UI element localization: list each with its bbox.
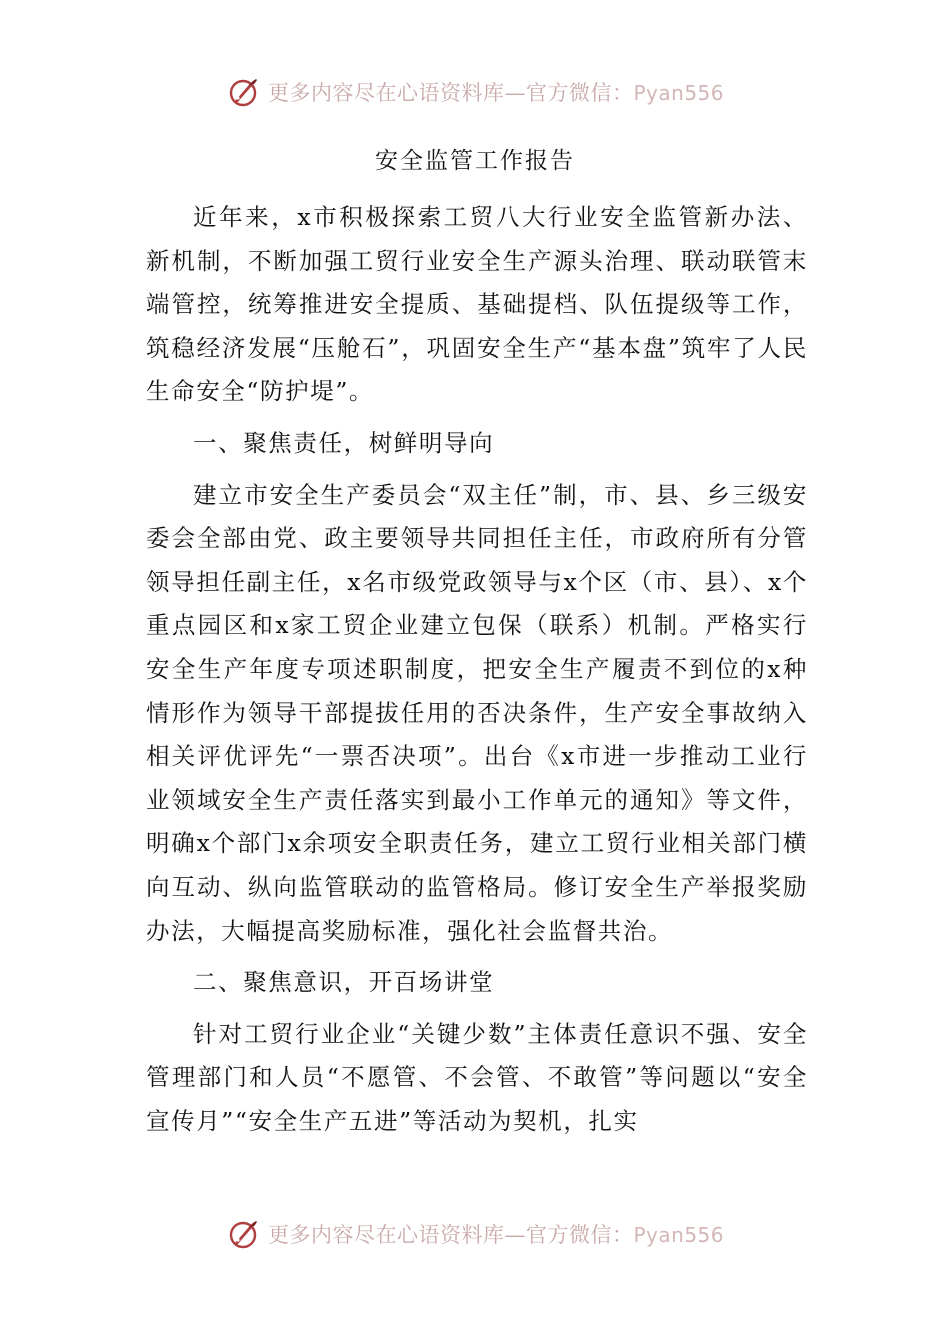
paragraph-intro: 近年来，x市积极探索工贸八大行业安全监管新办法、新机制，不断加强工贸行业安全生产源头治理、联动联管末端管控，统筹推进安全提质、基础提档、队伍提级等工作，筑稳经济发展“压舱石”，巩固安全生产“基本盘”筑牢了人民生命安全“防护堤”。 xyxy=(146,203,808,406)
section-heading-2: 二、聚焦意识，开百场讲堂 xyxy=(193,968,495,997)
watermark-footer xyxy=(0,1212,950,1256)
watermark-wechat-id: Pyan556 xyxy=(633,81,724,105)
section-heading-1: 一、聚焦责任，树鲜明导向 xyxy=(193,428,495,457)
document-title: 安全监管工作报告 xyxy=(375,148,575,174)
document-body xyxy=(146,196,808,1143)
watermark-text: 更多内容尽在心语资料库—官方微信：Pyan556 xyxy=(267,81,724,105)
paragraph-section-2: 针对工贸行业企业“关键少数”主体责任意识不强、安全管理部门和人员“不愿管、不会管、不敢管”等问题以“安全宣传月”“安全生产五进”等活动为契机，扎实 xyxy=(146,1019,808,1135)
pen-nib-logo-icon xyxy=(226,1216,262,1252)
watermark-header xyxy=(0,70,950,114)
pen-nib-logo-icon xyxy=(226,74,262,110)
paragraph-section-1: 建立市安全生产委员会“双主任”制，市、县、乡三级安委会全部由党、政主要领导共同担任主任，市政府所有分管领导担任副主任，x名市级党政领导与x个区（市、县）、x个重点园区和x家工贸企业建立包保（联系）机制。严格实行安全生产年度专项述职制度，把安全生产履责不到位的x种情形作为领导干部提拔任用的否决条件，生产安全事故纳入相关评优评先“一票否决项”。出台《x市进一步推动工业行业领域安全生产责任落实到最小工作单元的通知》等文件，明确x个部门x余项安全职责任务，建立工贸行业相关部门横向互动、纵向监管联动的监管格局。修订安全生产举报奖励办法，大幅提高奖励标准，强化社会监督共治。 xyxy=(146,480,808,945)
watermark-text: 更多内容尽在心语资料库—官方微信：Pyan556 xyxy=(267,1223,724,1247)
watermark-wechat-id: Pyan556 xyxy=(633,1223,724,1247)
